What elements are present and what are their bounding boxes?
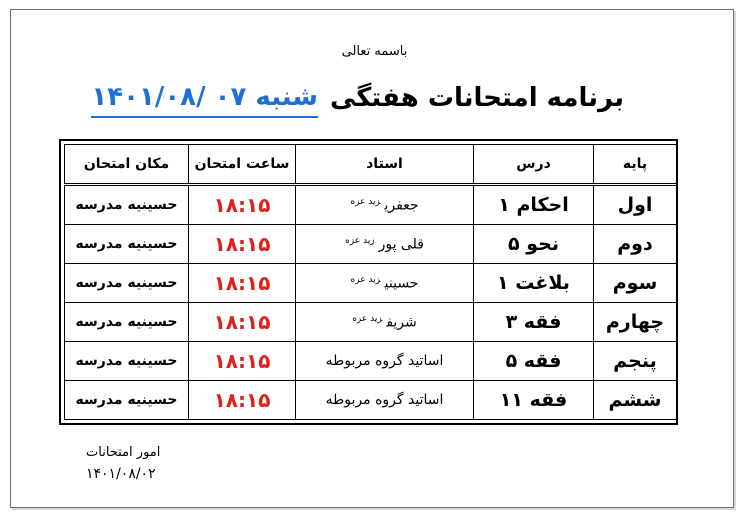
table-row (65, 381, 677, 420)
cell-place: حسینیه مدرسه (65, 381, 189, 420)
cell-subject: احکام ۱ (474, 185, 594, 225)
teacher-name: جعفری (384, 197, 419, 214)
teacher-name: اساتید گروه مربوطه (325, 392, 444, 409)
table-row (65, 185, 677, 225)
cell-grade: سوم (594, 264, 677, 303)
cell-subject: نحو ۵ (474, 225, 594, 264)
teacher-honorific: زید عزه (345, 236, 375, 247)
cell-teacher (296, 225, 474, 264)
cell-teacher (296, 264, 474, 303)
header-place: مکان امتحان (65, 145, 189, 185)
cell-time: ۱۸:۱۵ (189, 342, 296, 381)
cell-time: ۱۸:۱۵ (189, 381, 296, 420)
teacher-honorific: زید عزه (350, 274, 381, 285)
teacher-name: اساتید گروه مربوطه (325, 353, 444, 370)
teacher-name: حسینی (384, 275, 419, 292)
cell-subject: فقه ۵ (474, 342, 594, 381)
cell-grade: پنجم (594, 342, 677, 381)
cell-place: حسینیه مدرسه (65, 342, 189, 381)
cell-grade: چهارم (594, 303, 677, 342)
cell-teacher (296, 303, 474, 342)
cell-teacher (296, 185, 474, 225)
table-row (65, 225, 677, 264)
cell-grade: اول (594, 185, 677, 225)
teacher-honorific: زید عزه (350, 196, 381, 207)
table-header-row (65, 145, 677, 185)
cell-place: حسینیه مدرسه (65, 303, 189, 342)
table-row (65, 342, 677, 381)
cell-subject: فقه ۳ (474, 303, 594, 342)
cell-place: حسینیه مدرسه (65, 225, 189, 264)
cell-subject: بلاغت ۱ (474, 264, 594, 303)
page-title: برنامه امتحانات هفتگی (330, 83, 624, 113)
header-grade: پایه (594, 145, 677, 185)
exam-schedule-table (59, 139, 678, 425)
header-teacher: استاد (296, 145, 474, 185)
cell-time: ۱۸:۱۵ (189, 303, 296, 342)
table-row (65, 303, 677, 342)
cell-grade: ششم (594, 381, 677, 420)
header-subject: درس (474, 145, 594, 185)
cell-teacher (296, 342, 474, 381)
cell-teacher (296, 381, 474, 420)
teacher-honorific: زید عزه (352, 313, 383, 324)
cell-time: ۱۸:۱۵ (189, 264, 296, 303)
cell-time: ۱۸:۱۵ (189, 185, 296, 225)
footer-department: امور امتحانات (86, 445, 161, 460)
cell-place: حسینیه مدرسه (65, 264, 189, 303)
cell-grade: دوم (594, 225, 677, 264)
cell-subject: فقه ۱۱ (474, 381, 594, 420)
teacher-name: قلی پور (378, 236, 424, 253)
cell-time: ۱۸:۱۵ (189, 225, 296, 264)
teacher-name: شریف (386, 314, 417, 331)
header-time: ساعت امتحان (189, 145, 296, 185)
schedule-table (64, 144, 677, 420)
footer-date: ۱۴۰۱/۰۸/۰۲ (86, 466, 156, 482)
cell-place: حسینیه مدرسه (65, 185, 189, 225)
title-row (91, 74, 624, 118)
greeting-text: باسمه تعالی (341, 44, 408, 59)
exam-date: شنبه ۰۷ /۱۴۰۱/۰۸ (91, 78, 318, 118)
table-row (65, 264, 677, 303)
